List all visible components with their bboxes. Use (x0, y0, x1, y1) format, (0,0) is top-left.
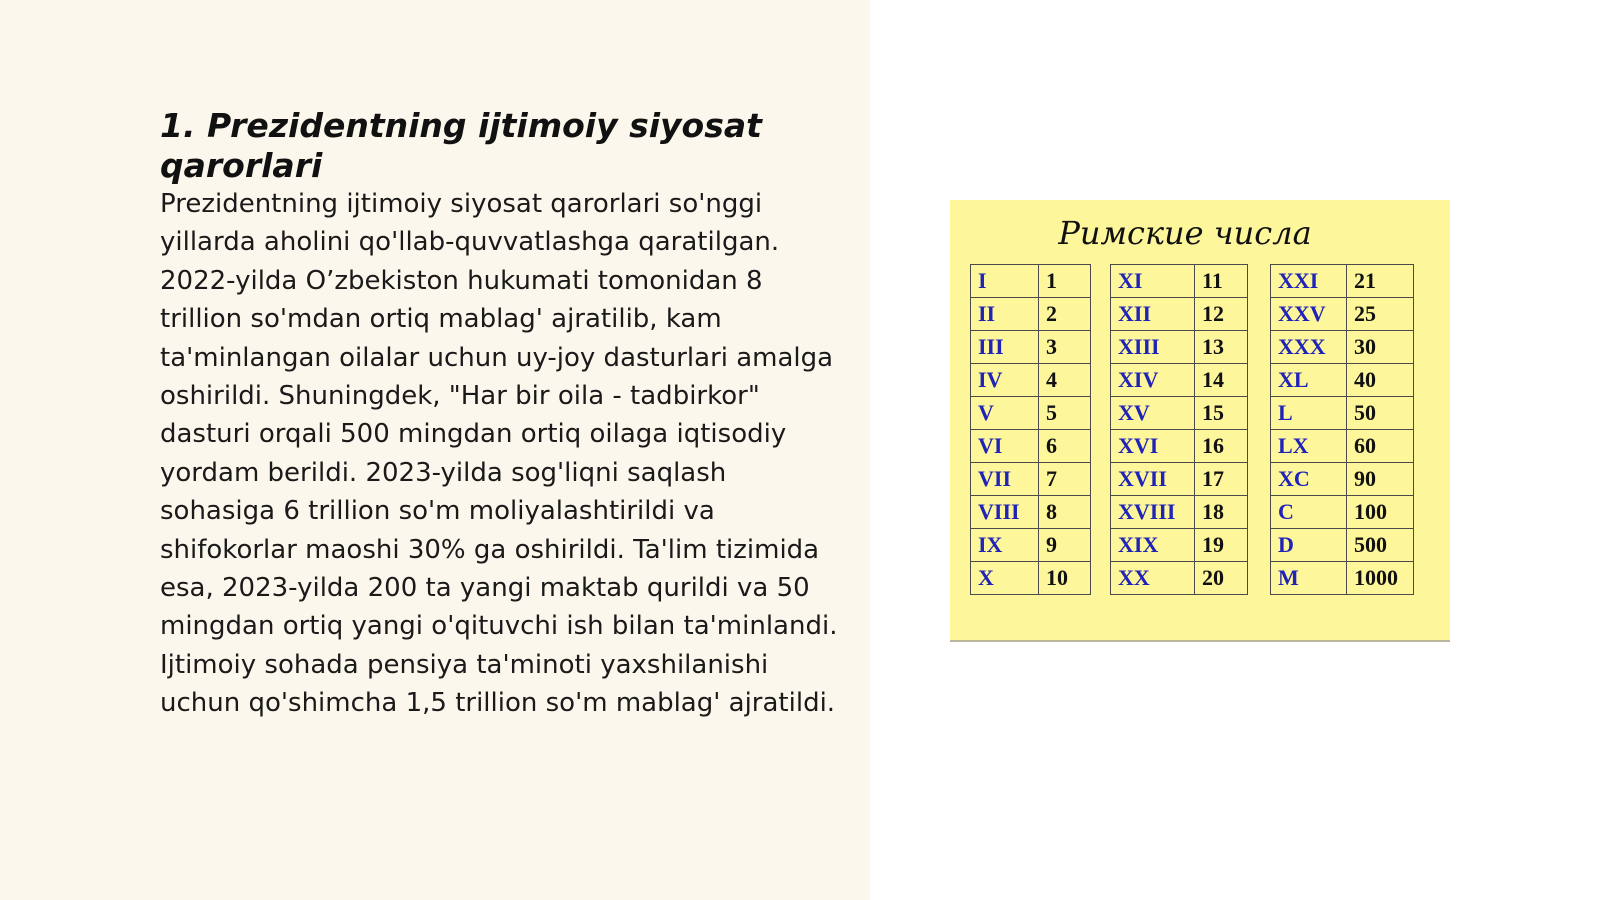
roman-numeral-cell: I (971, 265, 1039, 298)
roman-numeral-cell: XC (1271, 463, 1347, 496)
roman-numeral-cell: XVII (1111, 463, 1195, 496)
column-spacer (1091, 298, 1111, 331)
column-spacer (1248, 298, 1271, 331)
arabic-numeral-cell: 6 (1039, 430, 1091, 463)
arabic-numeral-cell: 1000 (1347, 562, 1414, 595)
table-row (971, 265, 1414, 298)
roman-numeral-cell: II (971, 298, 1039, 331)
roman-numeral-cell: V (971, 397, 1039, 430)
table-row (971, 397, 1414, 430)
table-row (971, 430, 1414, 463)
column-spacer (1091, 331, 1111, 364)
arabic-numeral-cell: 2 (1039, 298, 1091, 331)
table-row (971, 496, 1414, 529)
roman-numerals-table (970, 264, 1414, 595)
roman-numeral-cell: LX (1271, 430, 1347, 463)
column-spacer (1248, 529, 1271, 562)
column-spacer (1091, 496, 1111, 529)
arabic-numeral-cell: 20 (1195, 562, 1248, 595)
arabic-numeral-cell: 19 (1195, 529, 1248, 562)
arabic-numeral-cell: 8 (1039, 496, 1091, 529)
column-spacer (1091, 397, 1111, 430)
roman-numeral-cell: L (1271, 397, 1347, 430)
arabic-numeral-cell: 9 (1039, 529, 1091, 562)
arabic-numeral-cell: 40 (1347, 364, 1414, 397)
arabic-numeral-cell: 30 (1347, 331, 1414, 364)
arabic-numeral-cell: 11 (1195, 265, 1248, 298)
table-row (971, 298, 1414, 331)
roman-numeral-cell: D (1271, 529, 1347, 562)
arabic-numeral-cell: 21 (1347, 265, 1414, 298)
roman-numeral-cell: XXV (1271, 298, 1347, 331)
roman-numeral-cell: III (971, 331, 1039, 364)
column-spacer (1091, 463, 1111, 496)
roman-numeral-cell: VI (971, 430, 1039, 463)
arabic-numeral-cell: 3 (1039, 331, 1091, 364)
roman-numeral-cell: XIX (1111, 529, 1195, 562)
arabic-numeral-cell: 90 (1347, 463, 1414, 496)
roman-numeral-cell: XII (1111, 298, 1195, 331)
column-spacer (1248, 496, 1271, 529)
arabic-numeral-cell: 15 (1195, 397, 1248, 430)
arabic-numeral-cell: 18 (1195, 496, 1248, 529)
arabic-numeral-cell: 1 (1039, 265, 1091, 298)
arabic-numeral-cell: 100 (1347, 496, 1414, 529)
slide-body-text: Prezidentning ijtimoiy siyosat qarorlari so'nggi yillarda aholini qo'llab-quvvatlashga qaratilgan. 2022-yilda O’zbekiston hukumati tomonidan 8 trillion so'mdan ortiq mablag' ajratilib, kam ta'minlangan oilalar uchun uy-joy dasturlari amalga oshirildi. Shuningdek, "Har bir oila - tadbirkor" dasturi orqali 500 mingdan ortiq oilaga iqtisodiy yordam berildi. 2023-yilda sog'liqni saqlash sohasiga 6 trillion so'm moliyalashtirildi va shifokorlar maoshi 30% ga oshirildi. Ta'lim tizimida esa, 2023-yilda 200 ta yangi maktab qurildi va 50 mingdan ortiq yangi o'qituvchi ish bilan ta'minlandi. Ijtimoiy sohada pensiya ta'minoti yaxshilanishi uchun qo'shimcha 1,5 trillion so'm mablag' ajratildi. (160, 189, 838, 719)
roman-numeral-cell: XVI (1111, 430, 1195, 463)
column-spacer (1248, 430, 1271, 463)
arabic-numeral-cell: 4 (1039, 364, 1091, 397)
arabic-numeral-cell: 12 (1195, 298, 1248, 331)
roman-numeral-cell: XL (1271, 364, 1347, 397)
roman-numeral-cell: XIV (1111, 364, 1195, 397)
roman-numeral-cell: XX (1111, 562, 1195, 595)
arabic-numeral-cell: 60 (1347, 430, 1414, 463)
column-spacer (1091, 562, 1111, 595)
arabic-numeral-cell: 5 (1039, 397, 1091, 430)
arabic-numeral-cell: 500 (1347, 529, 1414, 562)
roman-numeral-cell: XXX (1271, 331, 1347, 364)
roman-numeral-cell: X (971, 562, 1039, 595)
roman-numeral-cell: IV (971, 364, 1039, 397)
roman-numeral-cell: XXI (1271, 265, 1347, 298)
slide-title: 1. Prezidentning ijtimoiy siyosat qarorlari (160, 106, 762, 185)
table-row (971, 463, 1414, 496)
table-row (971, 364, 1414, 397)
table-row (971, 331, 1414, 364)
column-spacer (1248, 364, 1271, 397)
column-spacer (1248, 463, 1271, 496)
arabic-numeral-cell: 16 (1195, 430, 1248, 463)
roman-numeral-cell: C (1271, 496, 1347, 529)
column-spacer (1248, 562, 1271, 595)
column-spacer (1091, 430, 1111, 463)
column-spacer (1248, 397, 1271, 430)
column-spacer (1091, 364, 1111, 397)
arabic-numeral-cell: 25 (1347, 298, 1414, 331)
arabic-numeral-cell: 7 (1039, 463, 1091, 496)
arabic-numeral-cell: 10 (1039, 562, 1091, 595)
roman-numeral-cell: XIII (1111, 331, 1195, 364)
arabic-numeral-cell: 13 (1195, 331, 1248, 364)
arabic-numeral-cell: 50 (1347, 397, 1414, 430)
column-spacer (1248, 331, 1271, 364)
roman-numeral-cell: M (1271, 562, 1347, 595)
table-row (971, 562, 1414, 595)
roman-numerals-image (950, 200, 1450, 642)
roman-numeral-cell: VII (971, 463, 1039, 496)
roman-numeral-cell: VIII (971, 496, 1039, 529)
column-spacer (1091, 529, 1111, 562)
roman-numerals-title: Римские числа (1058, 214, 1312, 252)
column-spacer (1248, 265, 1271, 298)
arabic-numeral-cell: 14 (1195, 364, 1248, 397)
roman-numeral-cell: IX (971, 529, 1039, 562)
table-row (971, 529, 1414, 562)
roman-numeral-cell: XVIII (1111, 496, 1195, 529)
roman-numeral-cell: XV (1111, 397, 1195, 430)
arabic-numeral-cell: 17 (1195, 463, 1248, 496)
roman-numeral-cell: XI (1111, 265, 1195, 298)
column-spacer (1091, 265, 1111, 298)
